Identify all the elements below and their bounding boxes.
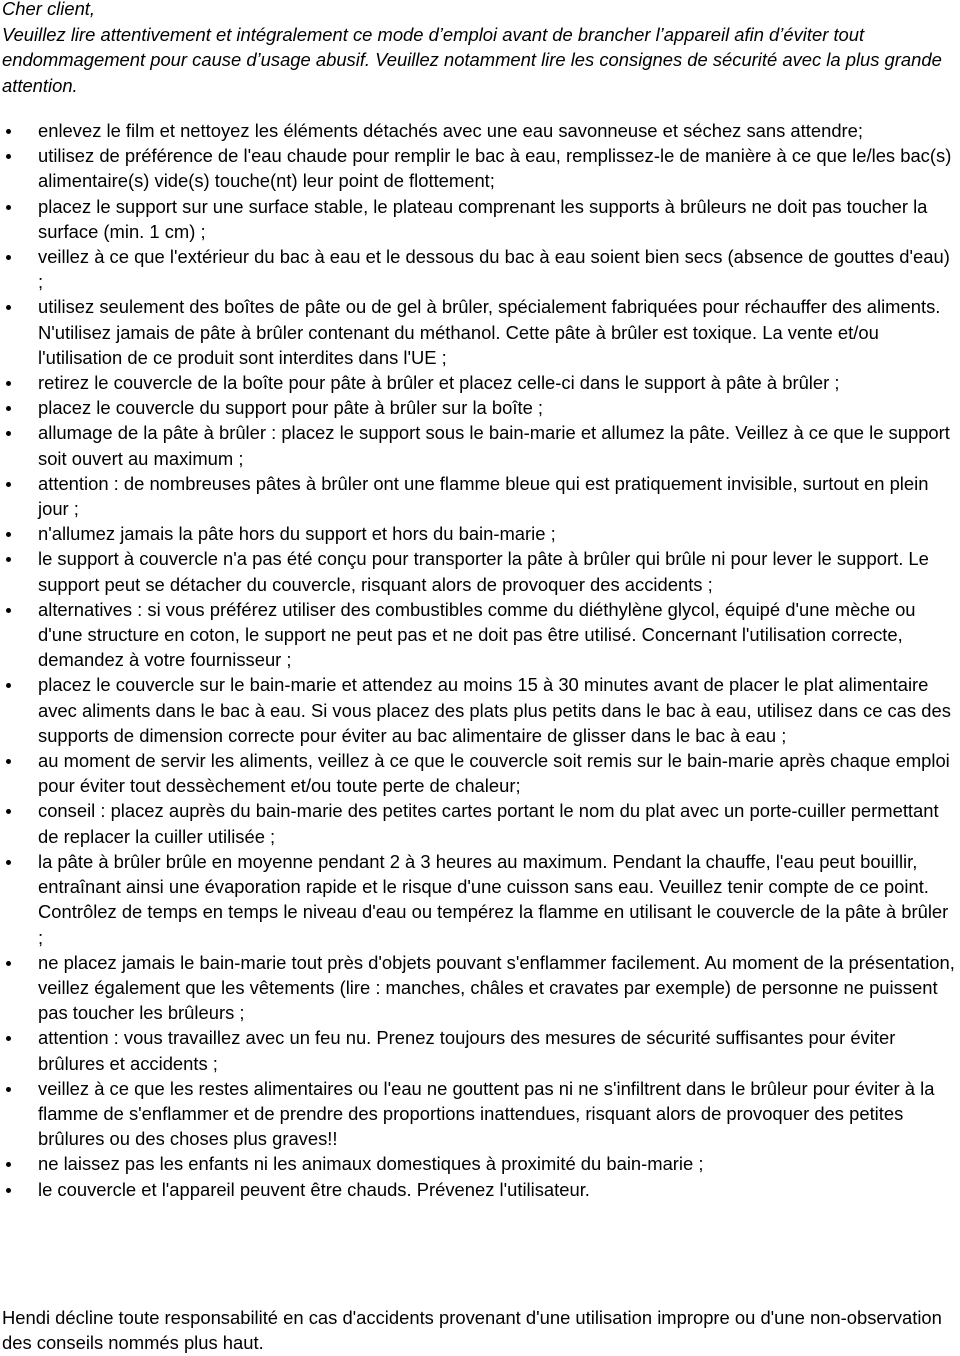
bullet-icon	[6, 381, 11, 386]
list-item	[0, 1151, 960, 1176]
instruction-text: ne placez jamais le bain-marie tout près d'objets pouvant s'enflammer facilement. Au moment de la présentation, veillez également que les vêtements (lire : manches, châles et cravates par exemple) de personne ne puissent pas toucher les brûleurs ;	[38, 951, 955, 1024]
bullet-icon	[6, 961, 11, 966]
instruction-text: placez le couvercle du support pour pâte à brûler sur la boîte ;	[38, 397, 544, 419]
bullet-icon	[6, 683, 11, 688]
instruction-text: n'allumez jamais la pâte hors du support et hors du bain-marie ;	[38, 523, 556, 545]
bullet-icon	[6, 1087, 11, 1092]
instruction-text: placez le couvercle sur le bain-marie et attendez au moins 15 à 30 minutes avant de placer le plat alimentaire avec aliments dans le bac à eau. Si vous placez des plats plus petits dans le bac à eau, utilisez dans ce cas des supports de dimension correcte pour éviter au bac alimentaire de glisser dans le bac à eau ;	[38, 674, 951, 746]
bullet-icon	[6, 305, 11, 310]
list-item	[0, 597, 960, 673]
list-item	[0, 748, 960, 798]
list-item	[0, 420, 960, 470]
list-item	[0, 143, 960, 193]
instruction-text: veillez à ce que les restes alimentaires ou l'eau ne gouttent pas ni ne s'infiltrent dans le brûleur pour éviter à la flamme de s'enflammer et de prendre des proportions inattendues, risquant alors de provoquer des petites brûlures ou des choses plus graves!!	[38, 1077, 935, 1150]
instruction-text: placez le support sur une surface stable, le plateau comprenant les supports à brûleurs ne doit pas toucher la surface (min. 1 cm) ;	[38, 195, 928, 242]
bullet-icon	[6, 759, 11, 764]
instruction-text: utilisez de préférence de l'eau chaude pour remplir le bac à eau, remplissez-le de manière à ce que le/les bac(s) alimentaire(s) vide(s) touche(nt) leur point de flottement;	[38, 145, 952, 192]
bullet-icon	[6, 809, 11, 814]
list-item	[0, 194, 960, 244]
bullet-icon	[6, 406, 11, 411]
instruction-text: attention : vous travaillez avec un feu nu. Prenez toujours des mesures de sécurité suffisantes pour éviter brûlures et accidents ;	[38, 1027, 896, 1074]
list-item	[0, 1025, 960, 1075]
instruction-list	[0, 118, 960, 1202]
instruction-text: la pâte à brûler brûle en moyenne pendant 2 à 3 heures au maximum. Pendant la chauffe, l'eau peut bouillir, entraînant ainsi une évaporation rapide et le risque d'une cuisson sans eau. Veuillez tenir compte de ce point. Contrôlez de temps en temps le niveau d'eau ou tempérez la flamme en utilisant le couvercle de la pâte à brûler ;	[38, 850, 949, 948]
list-item	[0, 798, 960, 848]
list-item	[0, 471, 960, 521]
greeting: Cher client,	[2, 0, 96, 19]
bullet-icon	[6, 1162, 11, 1167]
bullet-icon	[6, 1188, 11, 1193]
instruction-text: alternatives : si vous préférez utiliser des combustibles comme du diéthylène glycol, équipé d'une mèche ou d'une structure en coton, le support ne peut pas et ne doit pas être utilisé. Concernant l'utilisation correcte, demandez à votre fournisseur ;	[38, 598, 916, 671]
list-item	[0, 950, 960, 1026]
instruction-text: utilisez seulement des boîtes de pâte ou de gel à brûler, spécialement fabriquées pour réchauffer des aliments. N'utilisez jamais de pâte à brûler contenant du méthanol. Cette pâte à brûler est toxique. La vente et/ou l'utilisation de ce produit sont interdites dans l'UE ;	[38, 296, 941, 368]
bullet-icon	[6, 255, 11, 260]
list-item	[0, 546, 960, 596]
instruction-text: retirez le couvercle de la boîte pour pâte à brûler et placez celle-ci dans le support à pâte à brûler ;	[38, 372, 840, 394]
instruction-text: enlevez le film et nettoyez les éléments détachés avec une eau savonneuse et séchez sans attendre;	[38, 120, 864, 141]
bullet-icon	[6, 557, 11, 562]
bullet-icon	[6, 608, 11, 613]
closing-disclaimer: Hendi décline toute responsabilité en cas d'accidents provenant d'une utilisation impropre ou d'une non-observation des conseils nommés plus haut.	[2, 1307, 942, 1354]
list-item	[0, 294, 960, 370]
list-item	[0, 672, 960, 748]
bullet-icon	[6, 860, 11, 865]
bullet-icon	[6, 205, 11, 210]
instruction-text: veillez à ce que l'extérieur du bac à eau et le dessous du bac à eau soient bien secs (absence de gouttes d'eau) ;	[38, 246, 950, 293]
instruction-text: le support à couvercle n'a pas été conçu pour transporter la pâte à brûler qui brûle ni pour lever le support. Le support peut se détacher du couvercle, risquant alors de provoquer des accidents ;	[38, 548, 929, 595]
instruction-text: au moment de servir les aliments, veillez à ce que le couvercle soit remis sur le bain-marie après chaque emploi pour éviter tout dessèchement et/ou toute perte de chaleur;	[38, 750, 950, 797]
bullet-icon	[6, 129, 11, 134]
list-item	[0, 1177, 960, 1202]
instruction-text: conseil : placez auprès du bain-marie des petites cartes portant le nom du plat avec un porte-cuiller permettant de replacer la cuiller utilisée ;	[38, 800, 939, 847]
list-item	[0, 370, 960, 395]
bullet-icon	[6, 1036, 11, 1041]
instruction-text: le couvercle et l'appareil peuvent être chauds. Prévenez l'utilisateur.	[38, 1178, 590, 1200]
list-item	[0, 849, 960, 950]
instruction-text: ne laissez pas les enfants ni les animaux domestiques à proximité du bain-marie ;	[38, 1153, 704, 1175]
instruction-text: attention : de nombreuses pâtes à brûler ont une flamme bleue qui est pratiquement invisible, surtout en plein jour ;	[38, 472, 929, 520]
list-item	[0, 1076, 960, 1152]
list-item	[0, 244, 960, 294]
list-item	[0, 521, 960, 546]
bullet-icon	[6, 431, 11, 436]
instruction-text: allumage de la pâte à brûler : placez le support sous le bain-marie et allumez la pâte. Veillez à ce que le support soit ouvert au maximum ;	[38, 422, 950, 469]
bullet-icon	[6, 532, 11, 537]
intro-text: Veuillez lire attentivement et intégralement ce mode d’emploi avant de brancher l’appareil afin d’éviter tout endommagement pour cause d’usage abusif. Veuillez notamment lire les consignes de sécurité avec la plus grande attention.	[2, 23, 942, 96]
bullet-icon	[6, 154, 11, 159]
bullet-icon	[6, 482, 11, 487]
list-item	[0, 118, 960, 143]
intro-section	[2, 0, 956, 98]
list-item	[0, 395, 960, 420]
